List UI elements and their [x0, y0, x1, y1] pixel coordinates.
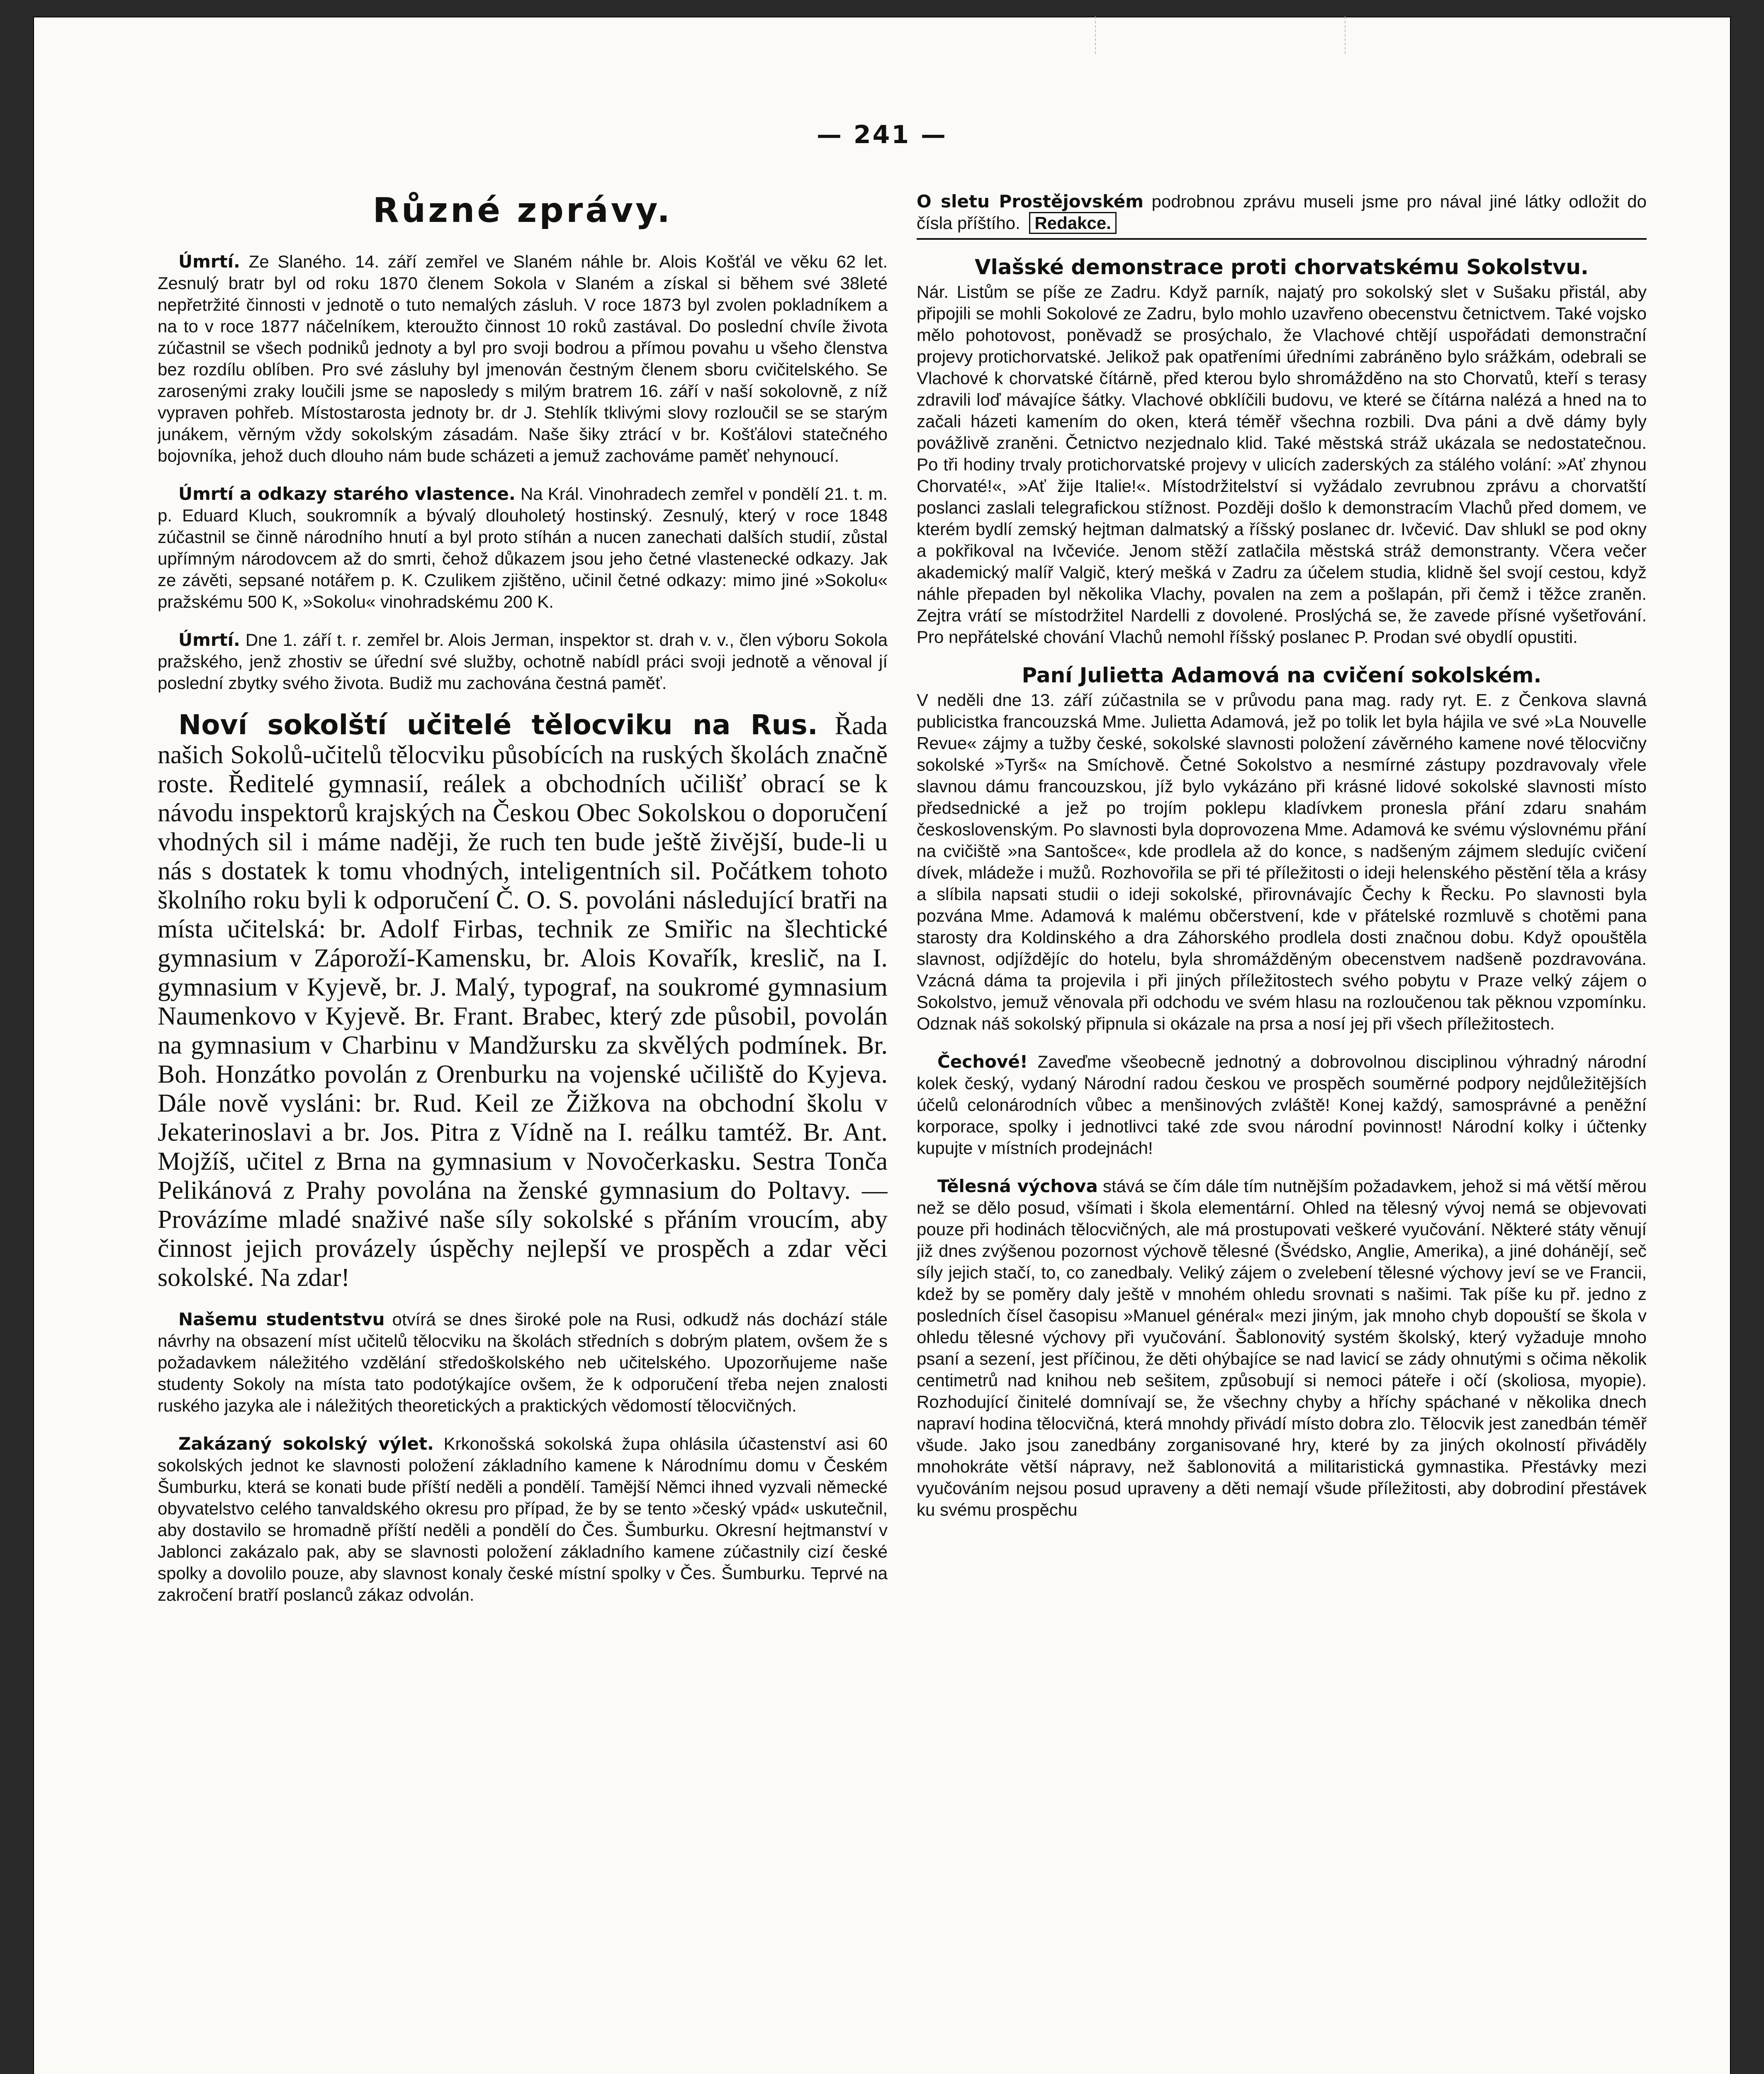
article-body: Krkonošská sokolská župa ohlásila účastenství asi 60 sokolských jednot ke slavnosti položení základního kamene k Národnímu domu v Českém Šumburku, která se konati bude příští neděli a pondělí. Tamější Němci ihned vyzvali německé obyvatelstvo celého tanvaldského okresu pro případ, že by se tento »český vpád« uskutečnil, aby dostavilo se hromadně příští neděli a pondělí do Čes. Šumburku. Okresní hejtmanství v Jablonci zakázalo pak, aby se slavnosti položení základního kamene zúčastnily cizí české spolky a dovolilo pouze, aby slavnost konaly české místní spolky v Čes. Šumburku. Teprvé na zakročení bratří poslanců zákaz odvolán. — [158, 1434, 888, 1604]
page-number: — 241 — — [816, 120, 948, 149]
article-body: V neděli dne 13. září zúčastnila se v průvodu pana mag. rady ryt. E. z Čenkova slavná publicistka francouzská Mme. Julietta Adamová, jež po tolik let byla hájila ve své »La Nouvelle Revue« zájmy a tužby české, sokolské slavnosti položení závěrného kamene nové tělocvičny sokolské »Tyrš« na Smíchově. Četné Sokolstvo a nesmírné zástupy pozdravovaly vřele slavnou dámu francouzskou, jíž bylo vykázáno při krásné lidové sokolské slavnosti místo předsednické a jež po trojím poklepu kladívkem pronesla přání zdaru snahám československým. Po slavnosti byla doprovozena Mme. Adamová ke svému výslovnému přání na cvičiště »na Santošce«, kde prodlela až do konce, s nadšeným zájmem sledujíc cvičení dívek, mládeže i mužů. Rozhovořila se při té příležitosti o ideji helenského pěstění těla a krásy a slíbila napsati studii o ideji sokolské, přirovnávajíc Čechy k Řecku. Po slavnosti byla pozvána Mme. Adamová k malému občerstvení, kde v přátelské rozmluvě s chotěmi pana starosty dra Koldinského a dra Záhorského prodlela dosti značnou dobu. Když opouštěla slavnost, odjíždějíc do hotelu, byla shromážděným obecenstvem nadšeně pozdravována. Vzácná dáma ta projevila i při jiných příležitostech svého pobytu v Praze velký zájem o Sokolstvo, jemuž věnovala při odchodu ve svém hlasu na rozloučenou tak pěknou vzpomínku. Odznak náš sokolský připnula si okázale na prsa a nosí jej při všech příležitostech. — [917, 690, 1647, 1033]
article-umrti-slany — [158, 251, 888, 467]
article-julietta-adamova — [917, 665, 1647, 1035]
article-body: Zaveďme všeobecně jednotný a dobrovolnou disciplinou výhradný národní kolek český, vydaný Národní radou českou ve prospěch souměrné podpory nejdůležitějších účelů celonárodních vůbec a menšinových zvláště! Konej každý, samosprávné a peněžní korporace, spolky i jednotlivci také zde svou národní povinnost! Národní kolky i účtenky kupujte v místních prodejnách! — [917, 1052, 1647, 1158]
article-heading: Tělesná výchova — [937, 1176, 1098, 1196]
article-body: otvírá se dnes široké pole na Rusi, odkudž nás dochází stále návrhy na obsazení míst učitelů tělocviku na školách středních s dobrým platem, ovšem že s požadavkem náležitého vzdělání středoškolského neb učitelského. Upozorňujeme naše studenty Sokoly na místa tato podotýkajíce ovšem, že k odporučení třeba nejen znalosti ruského jazyka ale i náležitých theoretických a praktických vědomostí tělocvičných. — [158, 1310, 888, 1415]
article-body: stává se čím dále tím nutnějším požadavkem, jehož si má větší měrou než se dělo posud, všímati i škola elementární. Ohled na tělesný vývoj nemá se objevovati pouze při hodinách tělocvičných, ale má prostupovati veškeré vyučování. Některé státy věnují již dnes zvýšenou pozornost výchově tělesné (Švédsko, Anglie, Amerika), a jiné dohánějí, seč síly jejich stačí, to, co zanedbaly. Veliký zájem o zvelebení tělesné výchovy jeví se ve Francii, kdež by se poměry daly ještě v mnohém ohledu srovnati s našimi. Tak píše ku př. jedno z posledních čísel časopisu »Manuel général« mezi jiným, jak mnoho chyb dopouští se škola v ohledu tělesné výchovy při vyučování. Šablonovitý systém školský, který vyžaduje mnoho psaní a sezení, jest příčinou, že děti ohýbajíce se nad lavicí se zády ohnutými s očima několik centimetrů nad knihou neb sešitem, způsobují si nemoci páteře i očí (skoliosa, myopie). Rozhodující činitelé domnívají se, že všechny chyby a hříchy spáchané v několika dnech napraví hodina tělocvičná, která mnohdy přivádí místo dobra zlo. Tělocvik jest zanedbán téměř všude. Jako jsou zanedbány zorganisované hry, které by za jiných okolností přiváděly mnohokráte větší nápravy, než šablonovitá a militaristická gymnastika. Přestávky mezi vyučováním nejsou posud upraveny a děti nemají všude příležitosti, aby dobrodiní přestávek ku svému prospěchu — [917, 1176, 1647, 1519]
article-heading: Úmrtí a odkazy starého vlastence. — [178, 484, 516, 504]
article-studentstvo — [158, 1309, 888, 1417]
article-heading: Úmrtí. — [178, 251, 241, 272]
article-heading: Paní Julietta Adamová na cvičení sokolském. — [1022, 663, 1542, 687]
article-heading: O sletu Prostějovském — [917, 191, 1144, 212]
right-column — [917, 191, 1647, 2074]
article-vlasske-demonstrace — [917, 256, 1647, 648]
article-heading: Čechové! — [937, 1052, 1028, 1072]
editorial-signature: Redakce. — [1029, 212, 1116, 234]
article-umrti-jerman — [158, 629, 888, 694]
article-heading: Našemu studentstvu — [178, 1309, 385, 1329]
section-title: Různé zprávy. — [372, 191, 673, 230]
article-umrti-odkazy — [158, 483, 888, 613]
article-zakazany-vylet — [158, 1433, 888, 1606]
article-body: Ze Slaného. 14. září zemřel ve Slaném náhle br. Alois Košťál ve věku 62 let. Zesnulý bratr byl od roku 1870 členem Sokola v Slaném a získal si během své 38leté nepřetržité činnosti v jednotě o tuto nemalých zásluh. V roce 1873 byl zvolen pokladníkem a na to v roce 1877 náčelníkem, kteroužto činnost 10 roků zastával. Do poslední chvíle života zúčastnil se všech podniků jednoty a byl pro svoji bodrou a přímou povahu u všeho členstva bez rozdílu oblíben. Pro své zásluhy byl jmenován čestným členem sboru cvičitelského. Se zarosenými zraky loučili jsme se naposledy s milým bratrem 16. září v naší sokolovně, z níž vypraven pohřeb. Místostarosta jednoty br. dr J. Stehlík tklivými slovy rozloučil se se starým junákem, věrným vždy sokolským zásadám. Naše šiky ztrácí v br. Košťálovi statečného bojovníka, jehož duch dlouho nám bude scházeti a jemuž zachováme paměť nehynoucí. — [158, 252, 888, 465]
article-body: Řada našich Sokolů-učitelů tělocviku působících na ruských školách značně roste. Ředitelé gymnasií, reálek a obchodních učilišť obrací se k návodu inspektorů krajských na Českou Obec Sokolskou o doporučení vhodných sil i máme naději, že ruch ten bude ještě živější, bude-li u nás s dostatek k tomu vhodných, inteligentních sil. Počátkem tohoto školního roku byli k odporučení Č. O. S. povoláni následující bratři na místa učitelská: br. Adolf Firbas, technik ze Smiřic na šlechtické gymnasium v Záporoží-Kamensku, br. Alois Kovařík, kreslič, na I. gymnasium v Kyjevě, br. J. Malý, typograf, na soukromé gymnasium Naumenkovo v Kyjevě. Br. Frant. Brabec, který zde působil, povolán na gymnasium v Charbinu v Mandžursku za skvělých podmínek. Br. Boh. Honzátko povolán z Orenburku na vojenské učiliště do Kyjeva. Dále nově vysláni: br. Rud. Keil ze Žižkova na obchodní školu v Jekaterinoslavi a br. Jos. Pitra z Vídně na I. reálku tamtéž. Br. Ant. Mojžíš, učitel z Brna na gymnasium v Novočerkasku. Sestra Tonča Pelikánová z Prahy povolána na ženské gymnasium do Poltavy. — Provázíme mladé snaživé naše síly sokolské s přáním vroucím, aby činnost jejich provázely úspěchy nejlepší ve prospěch a zdar věci sokolské. Na zdar! — [158, 712, 888, 1292]
article-heading: Zakázaný sokolský výlet. — [178, 1434, 434, 1454]
article-novi-ucitele — [158, 711, 888, 1292]
article-body: podrobnou zprávu museli jsme pro nával jiné látky odložit do čísla příštího. — [917, 192, 1647, 233]
article-cechove — [917, 1051, 1647, 1159]
article-heading: Vlašské demonstrace proti chorvatskému Sokolstvu. — [974, 255, 1589, 279]
article-body: Na Král. Vinohradech zemřel v pondělí 21. t. m. p. Eduard Kluch, soukromník a bývalý dlouholetý hostinský. Zesnulý, který v roce 1848 zúčastnil se činně národního hnutí a byl proto stíhán a nucen zanechati dalších studií, zůstal upřímným národovcem až do smrti, čehož důkazem jsou jeho četné vlastenecké odkazy. Jak ze závěti, sepsané notářem p. K. Czulikem zjištěno, učinil četné odkazy: mimo jiné »Sokolu« pražskému 500 K, »Sokolu« vinohradskému 200 K. — [158, 484, 888, 611]
article-heading: Úmrtí. — [178, 630, 241, 650]
article-body: Nár. Listům se píše ze Zadru. Když parník, najatý pro sokolský slet v Sušaku přistál, aby připojili se mohli Sokolové ze Zadru, bylo mohlo uzavřeno obecenstvu četnictvem. Také vojsko mělo pohotovost, poněvadž se prosýchalo, že Vlachové chtějí uspořádati demonstrační projevy protichorvatské. Jelikož pak opatřeními úředními zabráněno bylo srážkám, odebrali se Vlachové k chorvatské čítárně, před kterou bylo shromážděno na sto Chorvatů, kteří s terasy zdravili loď mávajíce šátky. Vlachové obklíčili budovu, ve které se čítárna nalézá a hned na to začali házeti kamením do oken, která téměř všechna rozbili. Dva páni a dvě dámy byly povážlivě zraněni. Četnictvo nezjednalo klid. Také městská stráž ukázala se nedostatečnou. Po tři hodiny trvaly protichorvatské projevy v ulicích zaderských za stálého volání: »Ať zhynou Chorvaté!«, »Ať žije Italie!«. Místodržitelství si vyžádalo zevrubnou zprávu a chorvatští poslanci zaslali telegrafickou stížnost. Později došlo k demonstracím Vlachů před domem, ve kterém bydlí zemský hejtman dalmatský a říšský poslanec dr. Ivčević. Dav shlukl se pod okny a pokřikoval na Ivčeviće. Jenom stěží zatlačila městská stráž demonstranty. Včera večer akademický malíř Valgič, který mešká v Zadru za účelem studia, klidně šel svojí cestou, když náhle přepaden byl několika Vlachy, povalen na zem a pošlapán, při čemž i těžce zraněn. Zejtra vrátí se místodržitel Nardelli z dovolené. Proslýchá se, že zavede přísné vyšetřování. Pro nepřátelské chování Vlachů nemohl říšský poslanec P. Prodan své obydlí opustiti. — [917, 282, 1647, 647]
article-telesna-vychova — [917, 1176, 1647, 1521]
left-column — [158, 191, 888, 2074]
scan-registration-mark — [1095, 17, 1346, 54]
journal-page — [33, 17, 1731, 2074]
article-heading: Noví sokolští učitelé tělocviku na Rus. — [178, 709, 818, 741]
article-slet-prostejov — [917, 191, 1647, 240]
article-body: Dne 1. září t. r. zemřel br. Alois Jerman, inspektor st. drah v. v., člen výboru Sokola pražského, jenž zhostiv se úřední své služby, ochotně nabídl práci svoji jednotě a věnoval jí poslední zbytky svého života. Budiž mu zachována čestná paměť. — [158, 630, 888, 693]
